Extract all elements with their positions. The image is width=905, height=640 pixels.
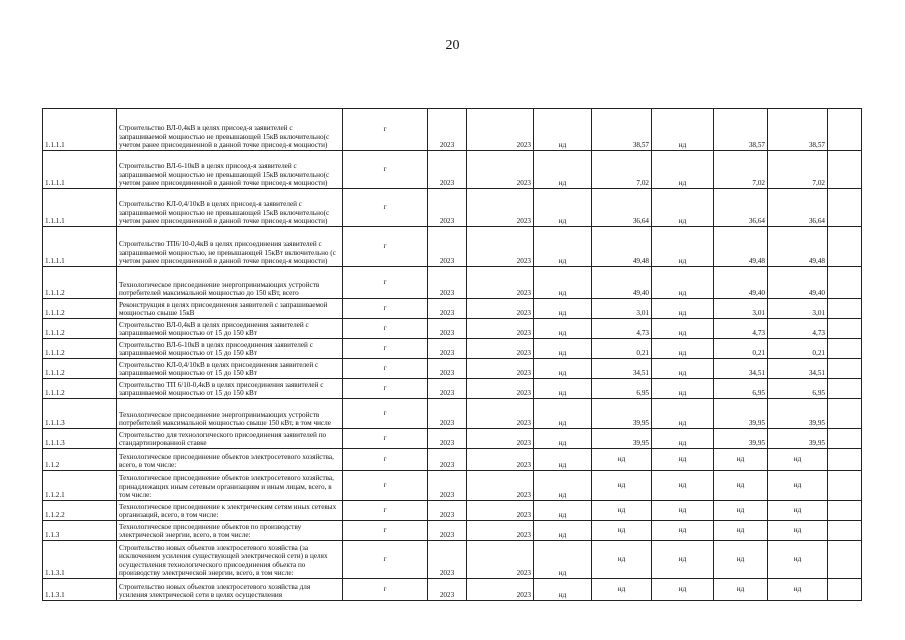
table-cell-value-3: нд bbox=[652, 189, 714, 227]
table-cell-value-5: 7,02 bbox=[768, 151, 828, 189]
table-cell-unit: г bbox=[343, 379, 428, 399]
table-cell-unit: г bbox=[343, 267, 428, 299]
table-cell-value-2: нд bbox=[592, 471, 652, 501]
table-cell-description: Строительство новых объектов электросетевого хозяйства (за исключением усиления существующей электрической сети) в целях осуществления технологического присоединения объекта по производству электрической энергии, всего, в том числе: bbox=[117, 541, 343, 579]
table-cell-empty bbox=[828, 579, 862, 601]
table-cell-value-2: нд bbox=[592, 449, 652, 471]
table-cell-value-2: 7,02 bbox=[592, 151, 652, 189]
table-cell-value-1: нд bbox=[534, 429, 592, 449]
table-cell-year-start: 2023 bbox=[428, 521, 467, 541]
table-cell-empty bbox=[828, 399, 862, 429]
table-row bbox=[43, 379, 862, 399]
table-cell-description: Технологическое присоединение объектов по производству электрической энергии, всего, в том числе: bbox=[117, 521, 343, 541]
table-cell-value-5: нд bbox=[768, 501, 828, 521]
table-body bbox=[43, 109, 862, 601]
table-cell-description: Технологическое присоединение энергопринимающих устройств потребителей максимальной мощностью до 150 кВт, всего bbox=[117, 267, 343, 299]
table-cell-code: 1.1.3.1 bbox=[43, 579, 117, 601]
table-cell-year-start: 2023 bbox=[428, 429, 467, 449]
table-cell-value-3: нд bbox=[652, 151, 714, 189]
table-cell-year-start: 2023 bbox=[428, 109, 467, 151]
table-cell-year-end: 2023 bbox=[467, 109, 534, 151]
table-cell-value-5: 39,95 bbox=[768, 429, 828, 449]
table-cell-year-start: 2023 bbox=[428, 319, 467, 339]
table-cell-value-4: нд bbox=[714, 501, 768, 521]
table-cell-unit: г bbox=[343, 151, 428, 189]
table-cell-value-1: нд bbox=[534, 299, 592, 319]
table-cell-empty bbox=[828, 379, 862, 399]
table-cell-description: Реконструкция в целях присоединения заявителей с запрашиваемой мощностью свыше 15кВ bbox=[117, 299, 343, 319]
table-cell-value-1: нд bbox=[534, 579, 592, 601]
table-cell-code: 1.1.1.1 bbox=[43, 227, 117, 267]
table-cell-description: Строительство для технологического присоединения заявителей по стандартизированной ставке bbox=[117, 429, 343, 449]
table-cell-value-1: нд bbox=[534, 471, 592, 501]
table-row bbox=[43, 339, 862, 359]
table-cell-value-3: нд bbox=[652, 471, 714, 501]
table-cell-empty bbox=[828, 189, 862, 227]
table-cell-value-4: 3,01 bbox=[714, 299, 768, 319]
table-cell-empty bbox=[828, 299, 862, 319]
table-cell-description: Технологическое присоединение энергопринимающих устройств потребителей максимальной мощностью свыше 150 кВт, в том числе bbox=[117, 399, 343, 429]
table-row bbox=[43, 429, 862, 449]
table-cell-value-3: нд bbox=[652, 579, 714, 601]
table-cell-value-2: 6,95 bbox=[592, 379, 652, 399]
table-cell-unit: г bbox=[343, 471, 428, 501]
table-cell-empty bbox=[828, 359, 862, 379]
table-cell-year-end: 2023 bbox=[467, 359, 534, 379]
table-cell-year-end: 2023 bbox=[467, 151, 534, 189]
table-cell-unit: г bbox=[343, 359, 428, 379]
table-cell-unit: г bbox=[343, 109, 428, 151]
table-cell-code: 1.1.1.3 bbox=[43, 429, 117, 449]
table-cell-value-1: нд bbox=[534, 189, 592, 227]
table-cell-value-5: нд bbox=[768, 471, 828, 501]
table-cell-year-start: 2023 bbox=[428, 151, 467, 189]
table-cell-unit: г bbox=[343, 521, 428, 541]
table-cell-value-4: 39,95 bbox=[714, 399, 768, 429]
table-cell-value-2: 36,64 bbox=[592, 189, 652, 227]
table-cell-year-end: 2023 bbox=[467, 579, 534, 601]
table-cell-value-3: нд bbox=[652, 109, 714, 151]
table-row bbox=[43, 267, 862, 299]
table-cell-unit: г bbox=[343, 339, 428, 359]
table-cell-value-3: нд bbox=[652, 319, 714, 339]
table-cell-code: 1.1.1.2 bbox=[43, 339, 117, 359]
table-cell-value-3: нд bbox=[652, 379, 714, 399]
table-cell-value-3: нд bbox=[652, 449, 714, 471]
table-cell-empty bbox=[828, 267, 862, 299]
table-cell-unit: г bbox=[343, 429, 428, 449]
table-cell-value-3: нд bbox=[652, 359, 714, 379]
table-cell-year-start: 2023 bbox=[428, 267, 467, 299]
table-cell-value-4: нд bbox=[714, 521, 768, 541]
table-cell-description: Строительство ТП 6/10-0,4кВ в целях присоединения заявителей с запрашиваемой мощностью от 15 до 150 кВт bbox=[117, 379, 343, 399]
table-cell-year-end: 2023 bbox=[467, 521, 534, 541]
table-cell-description: Строительство ВЛ-0,4кВ в целях присоединения заявителей с запрашиваемой мощностью от 15 до 150 кВт bbox=[117, 319, 343, 339]
table-cell-value-1: нд bbox=[534, 359, 592, 379]
table-cell-year-end: 2023 bbox=[467, 319, 534, 339]
table-cell-value-1: нд bbox=[534, 449, 592, 471]
table-cell-empty bbox=[828, 339, 862, 359]
table-cell-unit: г bbox=[343, 501, 428, 521]
table-row bbox=[43, 299, 862, 319]
table-cell-code: 1.1.1.2 bbox=[43, 299, 117, 319]
page-number: 20 bbox=[445, 38, 460, 53]
table-cell-value-5: 3,01 bbox=[768, 299, 828, 319]
table-cell-year-end: 2023 bbox=[467, 379, 534, 399]
table-cell-value-5: нд bbox=[768, 541, 828, 579]
table-cell-value-4: 36,64 bbox=[714, 189, 768, 227]
table-cell-year-start: 2023 bbox=[428, 339, 467, 359]
table-cell-value-3: нд bbox=[652, 267, 714, 299]
table-cell-year-end: 2023 bbox=[467, 399, 534, 429]
table-cell-code: 1.1.1.2 bbox=[43, 319, 117, 339]
table-cell-unit: г bbox=[343, 399, 428, 429]
table-cell-description: Строительство новых объектов электросетевого хозяйства для усиления электрической сети в целях осуществления bbox=[117, 579, 343, 601]
table-cell-description: Технологическое присоединение к электрическим сетям иных сетевых организаций, всего, в том числе: bbox=[117, 501, 343, 521]
table-cell-value-2: 38,57 bbox=[592, 109, 652, 151]
table-cell-value-5: нд bbox=[768, 521, 828, 541]
table-cell-code: 1.1.3.1 bbox=[43, 541, 117, 579]
table-cell-value-1: нд bbox=[534, 379, 592, 399]
table-cell-unit: г bbox=[343, 299, 428, 319]
table-cell-value-5: 49,48 bbox=[768, 227, 828, 267]
table-cell-value-2: нд bbox=[592, 541, 652, 579]
table-cell-value-1: нд bbox=[534, 267, 592, 299]
table-cell-value-2: 39,95 bbox=[592, 399, 652, 429]
table-cell-unit: г bbox=[343, 189, 428, 227]
table-cell-empty bbox=[828, 319, 862, 339]
table-row bbox=[43, 579, 862, 601]
table-cell-year-end: 2023 bbox=[467, 471, 534, 501]
table-cell-value-2: 4,73 bbox=[592, 319, 652, 339]
table-cell-value-5: 0,21 bbox=[768, 339, 828, 359]
table-cell-value-3: нд bbox=[652, 399, 714, 429]
table-cell-value-5: 38,57 bbox=[768, 109, 828, 151]
table-cell-unit: г bbox=[343, 227, 428, 267]
table-cell-value-4: 7,02 bbox=[714, 151, 768, 189]
table-cell-value-3: нд bbox=[652, 501, 714, 521]
table-cell-value-1: нд bbox=[534, 521, 592, 541]
table-cell-value-4: нд bbox=[714, 449, 768, 471]
table-cell-description: Строительство ВЛ-6-10кВ в целях присоед-я заявителей с запрашиваемой мощностью не превышающей 15кВ включительно(с учетом ранее присоединенной в данной точке присоед-я мощности) bbox=[117, 151, 343, 189]
table-row bbox=[43, 319, 862, 339]
table-cell-year-start: 2023 bbox=[428, 541, 467, 579]
table-cell-value-1: нд bbox=[534, 501, 592, 521]
table-cell-year-end: 2023 bbox=[467, 227, 534, 267]
table-cell-year-end: 2023 bbox=[467, 541, 534, 579]
table-cell-description: Строительство ВЛ-6-10кВ в целях присоединения заявителей с запрашиваемой мощностью от 15 до 150 кВт bbox=[117, 339, 343, 359]
table-cell-value-5: 49,40 bbox=[768, 267, 828, 299]
table-cell-value-4: нд bbox=[714, 579, 768, 601]
table-cell-value-1: нд bbox=[534, 399, 592, 429]
investment-table bbox=[42, 108, 862, 601]
table-row bbox=[43, 109, 862, 151]
table-cell-year-start: 2023 bbox=[428, 399, 467, 429]
table-cell-code: 1.1.3 bbox=[43, 521, 117, 541]
table-cell-value-4: нд bbox=[714, 541, 768, 579]
table-cell-value-1: нд bbox=[534, 227, 592, 267]
table-cell-value-2: нд bbox=[592, 501, 652, 521]
table-cell-empty bbox=[828, 151, 862, 189]
table-cell-unit: г bbox=[343, 449, 428, 471]
table-row bbox=[43, 189, 862, 227]
table-cell-empty bbox=[828, 449, 862, 471]
table-cell-value-3: нд bbox=[652, 521, 714, 541]
table-cell-value-5: 36,64 bbox=[768, 189, 828, 227]
table-cell-description: Строительство КЛ-0,4/10кВ в целях присоединения заявителей с запрашиваемой мощностью от 15 до 150 кВт bbox=[117, 359, 343, 379]
table-cell-code: 1.1.1.1 bbox=[43, 151, 117, 189]
table-cell-empty bbox=[828, 429, 862, 449]
table-cell-value-4: 38,57 bbox=[714, 109, 768, 151]
table-cell-value-4: 49,48 bbox=[714, 227, 768, 267]
table-cell-value-2: 49,40 bbox=[592, 267, 652, 299]
table-cell-empty bbox=[828, 471, 862, 501]
table-cell-code: 1.1.1.3 bbox=[43, 399, 117, 429]
table-cell-value-1: нд bbox=[534, 541, 592, 579]
table-cell-value-4: 6,95 bbox=[714, 379, 768, 399]
table-cell-value-2: нд bbox=[592, 521, 652, 541]
table-cell-code: 1.1.1.1 bbox=[43, 109, 117, 151]
table-cell-description: Строительство КЛ-0,4/10кВ в целях присоед-я заявителей с запрашиваемой мощностью не превышающей 15кВ включительно(с учетом ранее присоединенной в данной точке присоед-я мощности) bbox=[117, 189, 343, 227]
table-cell-year-end: 2023 bbox=[467, 267, 534, 299]
table-cell-value-3: нд bbox=[652, 227, 714, 267]
table-cell-description: Строительство ВЛ-0,4кВ в целях присоед-я заявителей с запрашиваемой мощностью не превышающей 15кВ включительно(с учетом ранее присоединенной в данной точке присоед-я мощности) bbox=[117, 109, 343, 151]
table-cell-value-1: нд bbox=[534, 319, 592, 339]
table-cell-value-1: нд bbox=[534, 109, 592, 151]
table-cell-value-2: 39,95 bbox=[592, 429, 652, 449]
table-row bbox=[43, 541, 862, 579]
table-row bbox=[43, 521, 862, 541]
table-cell-year-end: 2023 bbox=[467, 501, 534, 521]
table-row bbox=[43, 471, 862, 501]
table-cell-year-start: 2023 bbox=[428, 579, 467, 601]
table-row bbox=[43, 151, 862, 189]
table-cell-year-start: 2023 bbox=[428, 501, 467, 521]
table-cell-code: 1.1.1.2 bbox=[43, 267, 117, 299]
table-row bbox=[43, 359, 862, 379]
table-cell-value-4: 0,21 bbox=[714, 339, 768, 359]
table-cell-empty bbox=[828, 541, 862, 579]
table-row bbox=[43, 501, 862, 521]
table-cell-code: 1.1.2.2 bbox=[43, 501, 117, 521]
table-cell-empty bbox=[828, 109, 862, 151]
table-cell-year-start: 2023 bbox=[428, 379, 467, 399]
table-cell-year-end: 2023 bbox=[467, 449, 534, 471]
table-cell-empty bbox=[828, 501, 862, 521]
table-cell-value-5: 4,73 bbox=[768, 319, 828, 339]
table-cell-year-end: 2023 bbox=[467, 189, 534, 227]
table-cell-value-4: 34,51 bbox=[714, 359, 768, 379]
table-cell-value-5: 34,51 bbox=[768, 359, 828, 379]
table-cell-value-2: 34,51 bbox=[592, 359, 652, 379]
table-cell-value-2: нд bbox=[592, 579, 652, 601]
table-cell-value-3: нд bbox=[652, 339, 714, 359]
table-cell-description: Технологическое присоединение объектов электросетевого хозяйства, всего, в том числе: bbox=[117, 449, 343, 471]
table-cell-value-2: 0,21 bbox=[592, 339, 652, 359]
table-cell-year-end: 2023 bbox=[467, 299, 534, 319]
table-cell-value-4: нд bbox=[714, 471, 768, 501]
table-cell-year-start: 2023 bbox=[428, 449, 467, 471]
table-cell-value-3: нд bbox=[652, 541, 714, 579]
table-cell-empty bbox=[828, 227, 862, 267]
table-row bbox=[43, 399, 862, 429]
table-row bbox=[43, 449, 862, 471]
table-cell-description: Строительство ТП6/10-0,4кВ в целях присоединения заявителей с запрашиваемой мощностью, не превышающей 15кВт включительно (с учетом ранее присоединенной в данной точке присоед-я мощности) bbox=[117, 227, 343, 267]
table-cell-value-1: нд bbox=[534, 339, 592, 359]
table-cell-value-4: 4,73 bbox=[714, 319, 768, 339]
table-cell-value-5: 39,95 bbox=[768, 399, 828, 429]
table-cell-value-3: нд bbox=[652, 429, 714, 449]
table-cell-code: 1.1.1.2 bbox=[43, 379, 117, 399]
table-cell-year-end: 2023 bbox=[467, 339, 534, 359]
table-cell-value-5: нд bbox=[768, 449, 828, 471]
table-cell-empty bbox=[828, 521, 862, 541]
table-cell-year-start: 2023 bbox=[428, 359, 467, 379]
table-cell-value-2: 3,01 bbox=[592, 299, 652, 319]
table-cell-unit: г bbox=[343, 579, 428, 601]
table-cell-code: 1.1.1.2 bbox=[43, 359, 117, 379]
table-cell-year-start: 2023 bbox=[428, 471, 467, 501]
table-cell-year-start: 2023 bbox=[428, 189, 467, 227]
table-cell-year-end: 2023 bbox=[467, 429, 534, 449]
table-cell-year-start: 2023 bbox=[428, 227, 467, 267]
table-cell-code: 1.1.2 bbox=[43, 449, 117, 471]
table-cell-value-1: нд bbox=[534, 151, 592, 189]
table-cell-value-4: 39,95 bbox=[714, 429, 768, 449]
table-cell-unit: г bbox=[343, 541, 428, 579]
table-cell-value-4: 49,40 bbox=[714, 267, 768, 299]
table-row bbox=[43, 227, 862, 267]
table-cell-value-2: 49,48 bbox=[592, 227, 652, 267]
table-cell-year-start: 2023 bbox=[428, 299, 467, 319]
table-cell-value-3: нд bbox=[652, 299, 714, 319]
table-cell-description: Технологическое присоединение объектов электросетевого хозяйства, принадлежащих иным сетевым организациям и иным лицам, всего, в том числе: bbox=[117, 471, 343, 501]
table-cell-value-5: нд bbox=[768, 579, 828, 601]
table-cell-code: 1.1.1.1 bbox=[43, 189, 117, 227]
table-cell-code: 1.1.2.1 bbox=[43, 471, 117, 501]
table-cell-unit: г bbox=[343, 319, 428, 339]
table-cell-value-5: 6,95 bbox=[768, 379, 828, 399]
